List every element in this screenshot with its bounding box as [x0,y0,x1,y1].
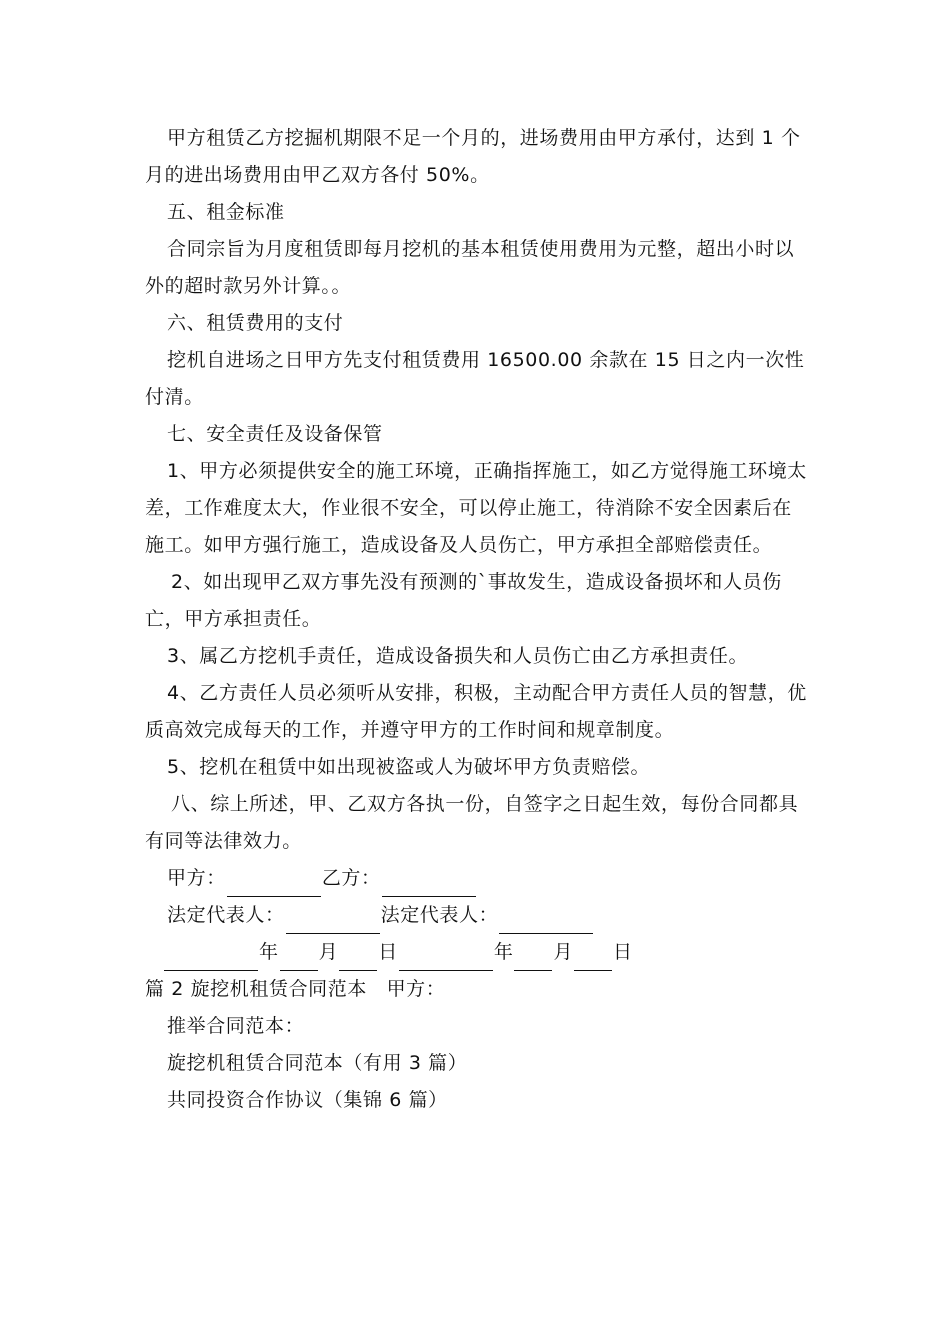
party-a-blank[interactable] [227,870,321,897]
date-a-year-label: 年 [259,941,279,963]
safety-item-3: 3、属乙方挖机手责任，造成设备损失和人员伤亡由乙方承担责任。 [167,645,749,667]
rep-b-label: 法定代表人： [380,904,499,926]
date-a-month-blank[interactable] [280,944,318,971]
safety-item-1: 1、甲方必须提供安全的施工环境，正确指挥施工，如乙方觉得施工环境太差，工作难度太大，作业很不安全，可以停止施工，待消除不安全因素后在施工。如甲方强行施工，造成设备及人员伤亡，甲方承担全部赔偿责任。 [145,460,807,556]
safety-item-5: 5、挖机在租赁中如出现被盗或人为破坏甲方负责赔偿。 [167,756,651,778]
paragraph-rent-standard: 合同宗旨为月度租赁即每月挖机的基本租赁使用费用为元整，超出小时以外的超时款另外计算。。 [145,238,795,297]
date-b-year-blank[interactable] [399,944,493,971]
signature-representatives-line [145,897,810,934]
recommend-label: 推举合同范本： [167,1015,305,1037]
date-a-year-blank[interactable] [164,944,258,971]
rep-a-blank[interactable] [286,907,380,934]
section-heading-safety: 七、安全责任及设备保管 [167,423,383,445]
signature-date-line [145,934,810,971]
rep-a-label: 法定代表人： [167,904,285,926]
party-b-blank[interactable] [382,870,476,897]
paragraph-payment: 挖机自进场之日甲方先支付租赁费用 16500.00 余款在 15 日之内一次性付清。 [145,349,805,408]
paragraph-entry-fee: 甲方租赁乙方挖掘机期限不足一个月的，进场费用由甲方承付，达到 1 个月的进出场费用由甲乙双方各付 50%。 [145,127,801,186]
recommend-link-2[interactable]: 共同投资合作协议（集锦 6 篇） [167,1089,448,1111]
section-heading-rent-standard: 五、租金标准 [167,201,285,223]
party-a-label: 甲方： [167,867,226,889]
next-contract-title: 篇 2 旋挖机租赁合同范本 甲方： [145,978,446,1000]
date-b-month-label: 月 [553,941,574,963]
date-b-day-label: 日 [613,941,633,963]
date-a-month-label: 月 [318,941,339,963]
section-heading-effectiveness: 八、综上所述，甲、乙双方各执一份，自签字之日起生效，每份合同都具有同等法律效力。 [145,793,799,852]
party-b-label: 乙方： [321,867,381,889]
safety-item-4: 4、乙方责任人员必须听从安排，积极，主动配合甲方责任人员的智慧，优质高效完成每天的工作，并遵守甲方的工作时间和规章制度。 [145,682,807,741]
date-b-day-blank[interactable] [574,944,612,971]
date-b-month-blank[interactable] [514,944,552,971]
section-heading-payment: 六、租赁费用的支付 [167,312,344,334]
signature-parties-line [145,860,810,897]
date-b-year-label: 年 [493,941,514,963]
rep-b-blank[interactable] [499,907,593,934]
recommend-link-1[interactable]: 旋挖机租赁合同范本（有用 3 篇） [167,1052,468,1074]
safety-item-2: 2、如出现甲乙双方事先没有预测的`事故发生，造成设备损坏和人员伤亡，甲方承担责任。 [145,571,782,630]
document-body [145,120,810,1119]
date-a-day-label: 日 [378,941,398,963]
date-a-day-blank[interactable] [339,944,377,971]
